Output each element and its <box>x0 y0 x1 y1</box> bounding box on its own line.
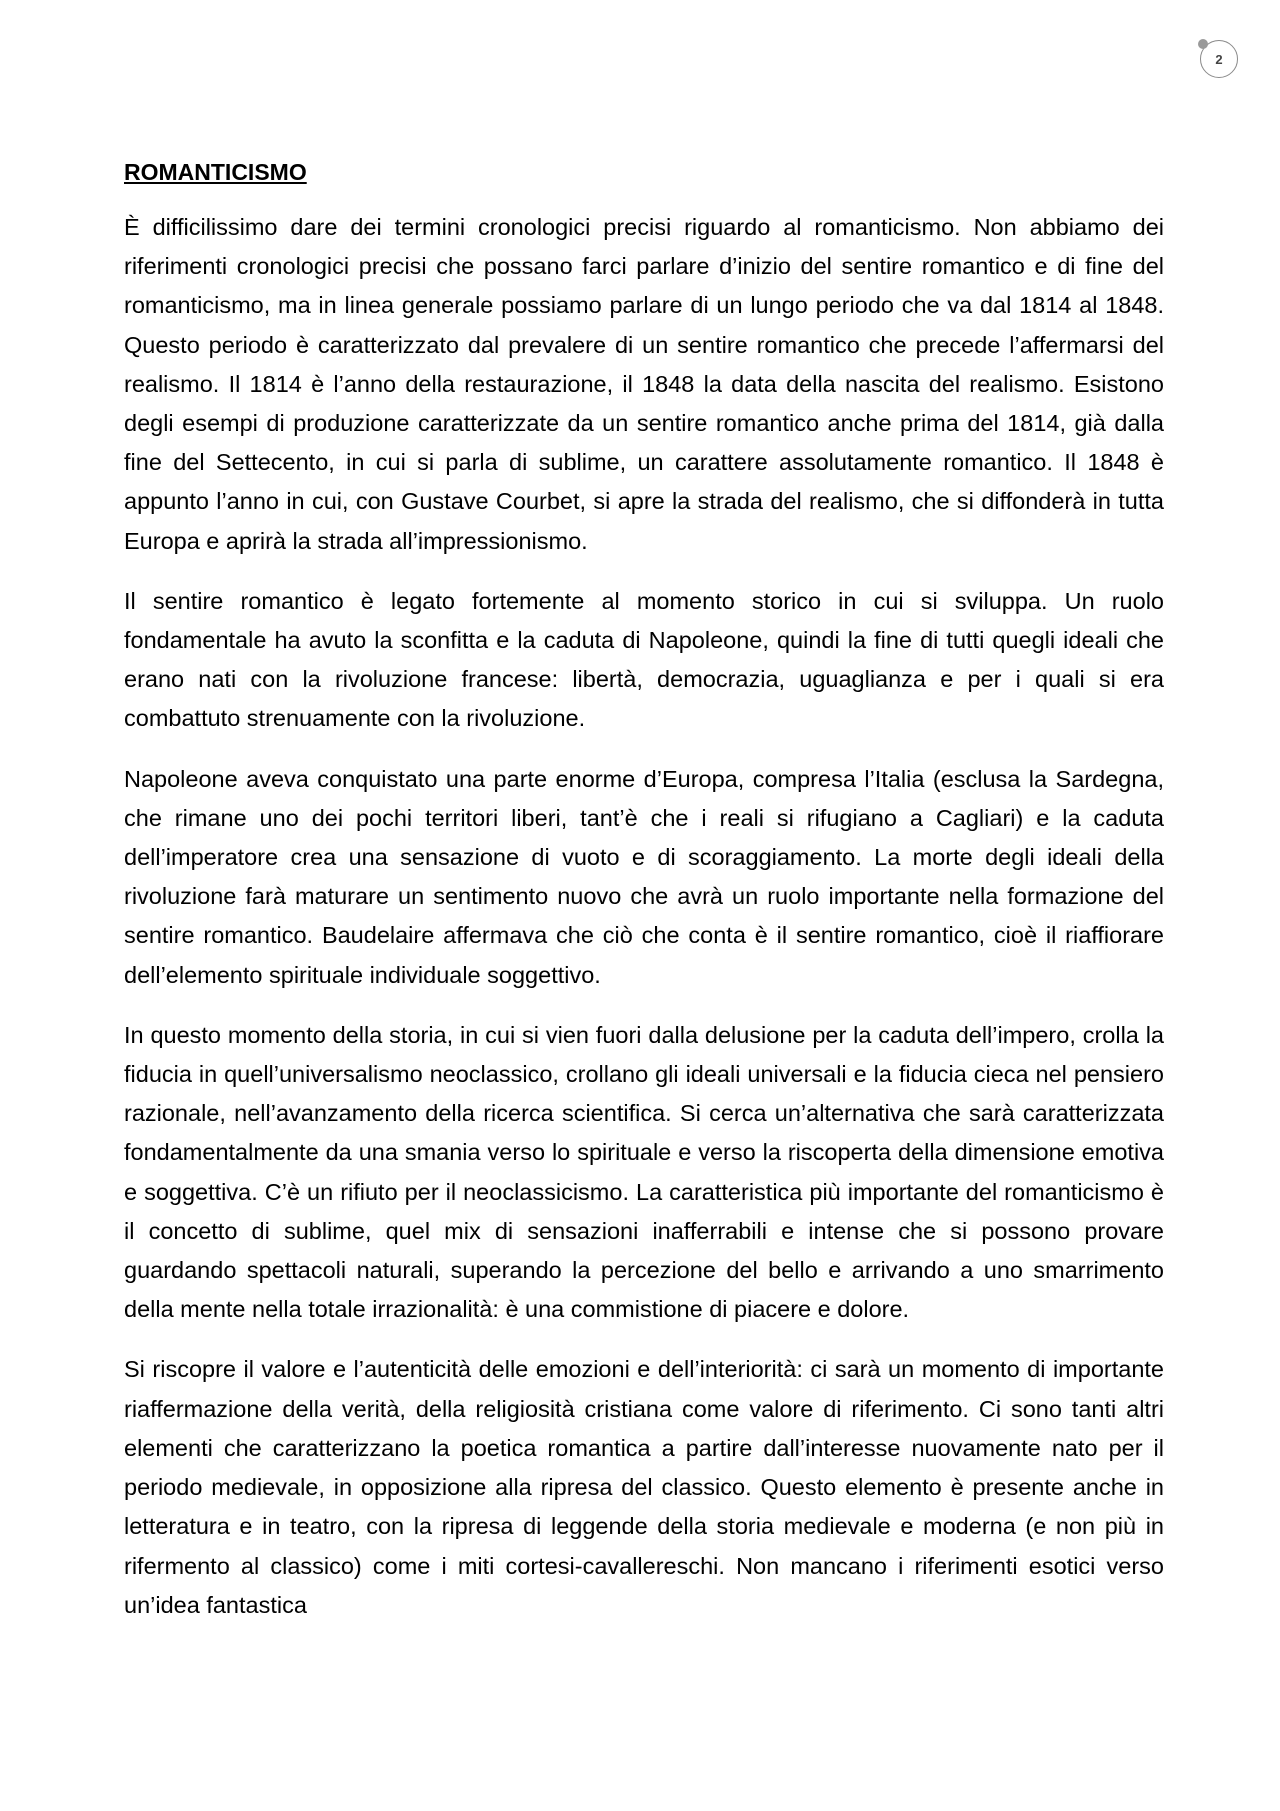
document-body <box>124 156 1164 1646</box>
paragraph-5: Si riscopre il valore e l’autenticità delle emozioni e dell’interiorità: ci sarà un momento di importante riaffermazione della verità, della religiosità cristiana come valore di riferimento. Ci sono tanti altri elementi che caratterizzano la poetica romantica a partire dall’interesse nuovamente nato per il periodo medievale, in opposizione alla ripresa del classico. Questo elemento è presente anche in letteratura e in teatro, con la ripresa di leggende della storia medievale e moderna (e non più in rifermento al classico) come i miti cortesi-cavallereschi. Non mancano i riferimenti esotici verso un’idea fantastica <box>124 1356 1164 1618</box>
page-number-badge <box>1200 40 1238 78</box>
page-number: 2 <box>1215 51 1223 67</box>
badge-dot-icon <box>1198 39 1208 49</box>
paragraph-2: Il sentire romantico è legato fortemente al momento storico in cui si sviluppa. Un ruolo fondamentale ha avuto la sconfitta e la caduta di Napoleone, quindi la fine di tutti quegli ideali che erano nati con la rivoluzione francese: libertà, democrazia, uguaglianza e per i quali si era combattuto strenuamente con la rivoluzione. <box>124 587 1164 732</box>
document-title: ROMANTICISMO <box>124 159 307 185</box>
paragraph-4: In questo momento della storia, in cui si vien fuori dalla delusione per la caduta dell’impero, crolla la fiducia in quell’universalismo neoclassico, crollano gli ideali universali e la fiducia cieca nel pensiero razionale, nell’avanzamento della ricerca scientifica. Si cerca un’alternativa che sarà caratterizzata fondamentalmente da una smania verso lo spirituale e verso la riscoperta della dimensione emotiva e soggettiva. C’è un rifiuto per il neoclassicismo. La caratteristica più importante del romanticismo è il concetto di sublime, quel mix di sensazioni inafferrabili e intense che si possono provare guardando spettacoli naturali, superando la percezione del bello e arrivando a uno smarrimento della mente nella totale irrazionalità: è una commistione di piacere e dolore. <box>124 1021 1164 1323</box>
paragraph-3: Napoleone aveva conquistato una parte enorme d’Europa, compresa l’Italia (esclusa la Sardegna, che rimane uno dei pochi territori liberi, tant’è che i reali si rifugiano a Cagliari) e la caduta dell’imperatore crea una sensazione di vuoto e di scoraggiamento. La morte degli ideali della rivoluzione farà maturare un sentimento nuovo che avrà un ruolo importante nella formazione del sentire romantico. Baudelaire affermava che ciò che conta è il sentire romantico, cioè il riaffiorare dell’elemento spirituale individuale soggettivo. <box>124 765 1164 988</box>
paragraph-1: È difficilissimo dare dei termini cronologici precisi riguardo al romanticismo. Non abbiamo dei riferimenti cronologici precisi che possano farci parlare d’inizio del sentire romantico e di fine del romanticismo, ma in linea generale possiamo parlare di un lungo periodo che va dal 1814 al 1848. Questo periodo è caratterizzato dal prevalere di un sentire romantico che precede l’affermarsi del realismo. Il 1814 è l’anno della restaurazione, il 1848 la data della nascita del realismo. Esistono degli esempi di produzione caratterizzate da un sentire romantico anche prima del 1814, già dalla fine del Settecento, in cui si parla di sublime, un carattere assolutamente romantico. Il 1848 è appunto l’anno in cui, con Gustave Courbet, si apre la strada del realismo, che si diffonderà in tutta Europa e aprirà la strada all’impressionismo. <box>124 214 1164 554</box>
